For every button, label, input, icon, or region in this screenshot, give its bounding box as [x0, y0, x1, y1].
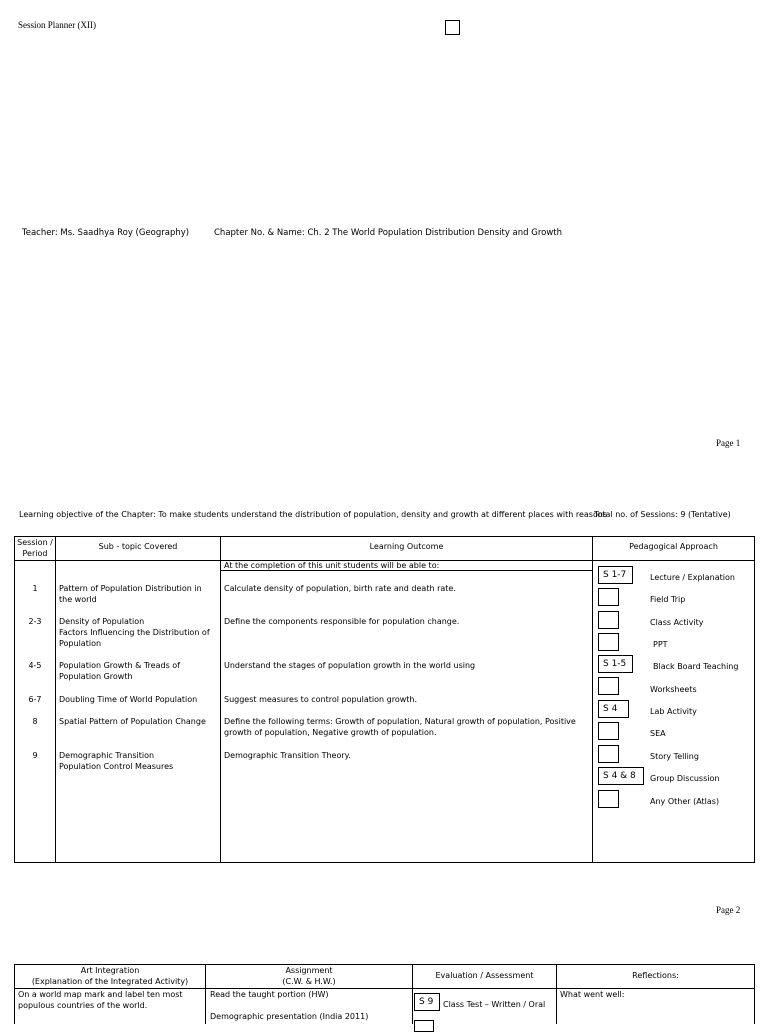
approach-label: Field Trip [650, 595, 686, 604]
table-row-outcome: Demographic Transition Theory. [224, 751, 351, 760]
approach-label: PPT [653, 640, 668, 649]
approach-label: Worksheets [650, 685, 697, 694]
page-title: Session Planner (XII) [18, 20, 96, 30]
table-row-session: 2-3 [28, 617, 42, 626]
approach-label: Black Board Teaching [653, 662, 739, 671]
table-row-session: 1 [32, 584, 38, 593]
header-evaluation: Evaluation / Assessment [435, 971, 534, 980]
table-row-outcome: Suggest measures to control population growth. [224, 695, 418, 704]
reflection-text: What went well: [560, 990, 625, 999]
table-row-outcome: Define the components responsible for population change. [224, 617, 460, 626]
evaluation-box[interactable]: S 9 [414, 993, 440, 1011]
art-activity: On a world map mark and label ten most populous countries of the world. [18, 990, 183, 1010]
header-assignment: Assignment (C.W. & H.W.) [282, 966, 336, 986]
approach-box[interactable]: S 1-5 [598, 655, 633, 673]
header-approach: Pedagogical Approach [629, 542, 718, 551]
approach-label: Lab Activity [650, 707, 697, 716]
header-outcome: Learning Outcome [369, 542, 444, 551]
table-row-subtopic: Pattern of Population Distribution in the world [59, 584, 202, 604]
table-row-outcome: Calculate density of population, birth rate and death rate. [224, 584, 456, 593]
outcome-intro: At the completion of this unit students will be able to: [224, 561, 440, 570]
page-number-2: Page 2 [716, 905, 741, 915]
table-row-subtopic: Population Growth & Treads of Population Growth [59, 661, 181, 681]
table-row-session: 6-7 [28, 695, 42, 704]
approach-box[interactable] [598, 745, 619, 763]
assignment-hw: Read the taught portion (HW) [210, 990, 329, 999]
chapter-info: Chapter No. & Name: Ch. 2 The World Population Distribution Density and Growth [214, 228, 563, 238]
learning-objective: Learning objective of the Chapter: To make students understand the distribution of population, density and growth at different places with reasons [19, 510, 608, 519]
header-subtopic: Sub - topic Covered [98, 542, 178, 551]
total-sessions: Total no. of Sessions: 9 (Tentative) [594, 510, 731, 519]
table-row-outcome: Understand the stages of population growth in the world using [224, 661, 476, 670]
table-row-session: 9 [32, 751, 38, 760]
approach-box[interactable] [598, 588, 619, 606]
table-row-subtopic: Spatial Pattern of Population Change [59, 717, 206, 726]
table-row-subtopic: Density of Population Factors Influencing the Distribution of Population [59, 617, 210, 648]
approach-label: Story Telling [650, 752, 699, 761]
table-row-session: 4-5 [28, 661, 42, 670]
approach-box[interactable] [598, 790, 619, 808]
approach-box[interactable] [598, 611, 619, 629]
approach-box[interactable] [598, 722, 619, 740]
approach-label: Any Other (Atlas) [650, 797, 720, 806]
approach-box[interactable] [598, 677, 619, 695]
assignment-presentation: Demographic presentation (India 2011) [210, 1012, 369, 1021]
evaluation-box[interactable] [414, 1020, 434, 1032]
header-reflections: Reflections: [632, 971, 679, 980]
approach-label: Group Discussion [650, 774, 720, 783]
table-row-outcome: Define the following terms: Growth of population, Natural growth of population, Positive growth of population, Negative growth of population. [224, 717, 576, 737]
approach-label: SEA [650, 729, 666, 738]
approach-box[interactable]: S 1-7 [598, 566, 633, 584]
approach-label: Lecture / Explanation [650, 573, 735, 582]
header-session: Session / Period [17, 538, 53, 558]
header-art-integration: Art Integration (Explanation of the Integrated Activity) [31, 966, 189, 986]
approach-box[interactable]: S 4 & 8 [598, 767, 644, 785]
table-row-session: 8 [32, 717, 38, 726]
table-row-subtopic: Demographic Transition Population Control Measures [59, 751, 174, 771]
page-number-1: Page 1 [716, 438, 741, 448]
table-row-subtopic: Doubling Time of World Population [59, 695, 198, 704]
teacher-info: Teacher: Ms. Saadhya Roy (Geography) [22, 228, 190, 238]
evaluation-label: Class Test – Written / Oral [443, 1000, 546, 1009]
approach-label: Class Activity [650, 618, 704, 627]
approach-box[interactable] [598, 633, 619, 651]
checkbox[interactable] [445, 20, 460, 35]
approach-box[interactable]: S 4 [598, 700, 629, 718]
